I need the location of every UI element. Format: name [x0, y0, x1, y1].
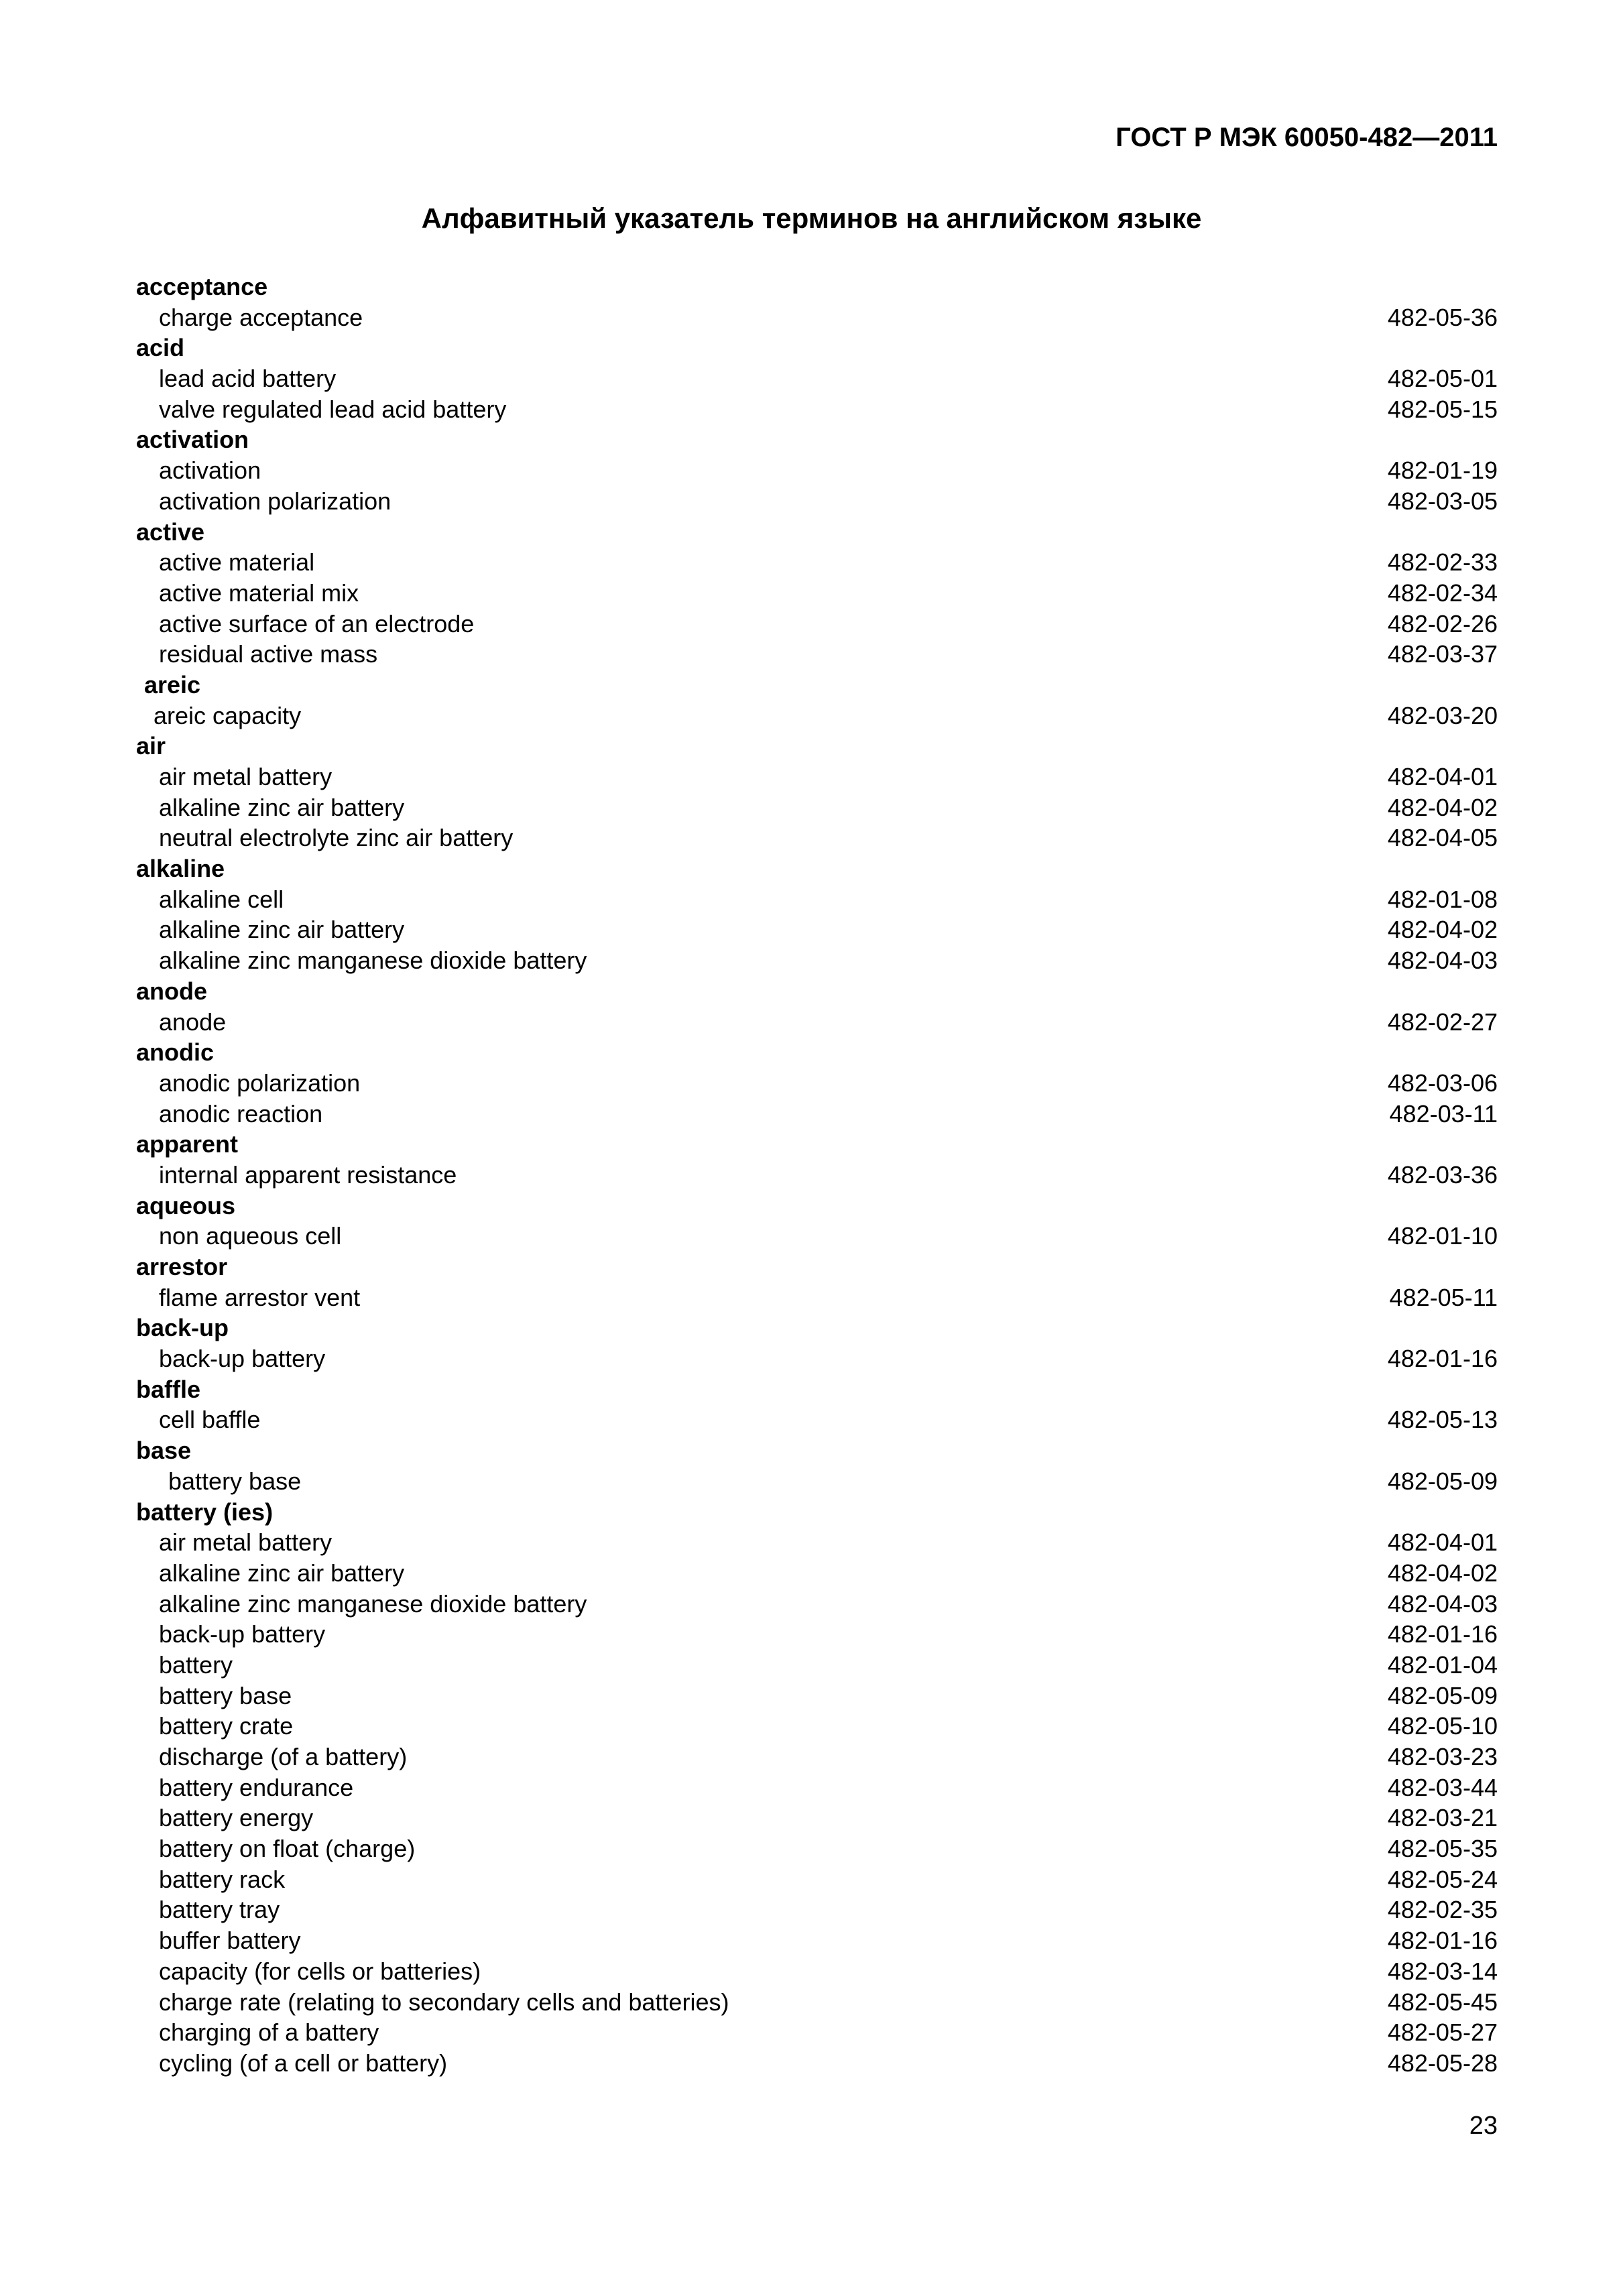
index-term-row	[136, 2048, 1498, 2079]
index-term-row	[136, 1987, 1498, 2018]
group-keyword: anode	[136, 977, 208, 1005]
term-reference-code: 482-03-21	[1387, 1804, 1498, 1832]
term-label: buffer battery	[159, 1927, 301, 1955]
standard-code-header: ГОСТ Р МЭК 60050-482—2011	[1116, 123, 1498, 152]
term-label: battery on float (charge)	[159, 1835, 416, 1863]
term-label: cell baffle	[159, 1406, 261, 1434]
term-index-list	[136, 271, 1498, 2079]
group-keyword: battery (ies)	[136, 1498, 274, 1526]
term-label: battery	[159, 1650, 233, 1679]
term-label: residual active mass	[159, 640, 378, 668]
index-term-row	[136, 1282, 1498, 1313]
index-term-row	[136, 1007, 1498, 1038]
term-reference-code: 482-03-44	[1387, 1773, 1498, 1801]
term-label: non aqueous cell	[159, 1222, 342, 1250]
group-keyword: alkaline	[136, 855, 225, 883]
term-reference-code: 482-05-45	[1387, 1988, 1498, 2016]
group-keyword: acid	[136, 334, 185, 362]
term-reference-code: 482-05-28	[1387, 2049, 1498, 2077]
index-term-row	[136, 1619, 1498, 1650]
term-reference-code: 482-04-02	[1387, 793, 1498, 821]
group-keyword: acceptance	[136, 273, 268, 300]
index-term-row	[136, 1527, 1498, 1558]
term-reference-code: 482-05-35	[1387, 1835, 1498, 1863]
term-label: lead acid battery	[159, 365, 337, 393]
term-reference-code: 482-01-16	[1387, 1345, 1498, 1373]
term-label: activation	[159, 457, 261, 485]
group-keyword: active	[136, 518, 205, 546]
term-reference-code: 482-05-27	[1387, 2018, 1498, 2047]
index-group-heading	[136, 1313, 1498, 1343]
term-reference-code: 482-03-06	[1387, 1069, 1498, 1097]
group-keyword: areic	[144, 670, 201, 699]
index-term-row	[136, 1772, 1498, 1803]
index-term-row	[136, 547, 1498, 578]
index-term-row	[136, 1558, 1498, 1589]
term-reference-code: 482-04-02	[1387, 1559, 1498, 1587]
index-group-heading	[136, 1037, 1498, 1068]
group-keyword: back-up	[136, 1314, 229, 1342]
term-label: battery endurance	[159, 1773, 354, 1801]
index-group-heading	[136, 853, 1498, 884]
index-term-row	[136, 578, 1498, 609]
group-keyword: activation	[136, 426, 249, 454]
term-label: alkaline zinc air battery	[159, 916, 405, 944]
term-label: anode	[159, 1008, 227, 1036]
index-group-heading	[136, 1191, 1498, 1221]
index-group-heading	[136, 976, 1498, 1007]
term-label: alkaline zinc manganese dioxide battery	[159, 1589, 587, 1618]
group-keyword: anodic	[136, 1038, 215, 1067]
index-term-row	[136, 701, 1498, 731]
index-term-row	[136, 1956, 1498, 1987]
index-term-row	[136, 1925, 1498, 1956]
term-label: alkaline zinc air battery	[159, 1559, 405, 1587]
index-group-heading	[136, 271, 1498, 302]
term-reference-code: 482-04-01	[1387, 763, 1498, 790]
term-label: valve regulated lead acid battery	[159, 395, 507, 423]
term-reference-code: 482-04-01	[1387, 1528, 1498, 1557]
index-term-row	[136, 302, 1498, 333]
index-term-row	[136, 914, 1498, 945]
term-label: charge acceptance	[159, 303, 363, 331]
term-reference-code: 482-03-14	[1387, 1957, 1498, 1985]
index-term-row	[136, 1803, 1498, 1833]
term-reference-code: 482-02-34	[1387, 579, 1498, 607]
index-term-row	[136, 639, 1498, 670]
index-term-row	[136, 1221, 1498, 1252]
index-term-row	[136, 609, 1498, 640]
term-reference-code: 482-02-27	[1387, 1008, 1498, 1036]
index-term-row	[136, 884, 1498, 915]
term-label: activation polarization	[159, 487, 392, 515]
index-group-heading	[136, 333, 1498, 363]
index-term-row	[136, 1160, 1498, 1191]
term-reference-code: 482-01-16	[1387, 1927, 1498, 1955]
index-term-row	[136, 363, 1498, 394]
term-label: battery base	[159, 1681, 292, 1709]
term-label: back-up battery	[159, 1345, 326, 1373]
index-term-row	[136, 762, 1498, 792]
group-keyword: apparent	[136, 1130, 239, 1158]
page-number: 23	[1469, 2112, 1498, 2140]
term-reference-code: 482-05-09	[1387, 1681, 1498, 1709]
term-reference-code: 482-02-26	[1387, 609, 1498, 638]
index-term-row	[136, 1068, 1498, 1099]
term-label: anodic reaction	[159, 1099, 323, 1128]
term-reference-code: 482-03-11	[1389, 1099, 1498, 1128]
index-group-heading	[136, 1252, 1498, 1282]
term-reference-code: 482-01-04	[1387, 1650, 1498, 1679]
term-label: battery rack	[159, 1865, 286, 1893]
term-reference-code: 482-05-13	[1387, 1406, 1498, 1434]
index-term-row	[136, 792, 1498, 823]
term-reference-code: 482-03-36	[1387, 1160, 1498, 1189]
index-group-heading	[136, 1497, 1498, 1528]
index-term-row	[136, 1681, 1498, 1711]
term-label: discharge (of a battery)	[159, 1743, 408, 1770]
index-term-row	[136, 945, 1498, 976]
term-reference-code: 482-01-16	[1387, 1620, 1498, 1648]
term-reference-code: 482-02-33	[1387, 548, 1498, 577]
index-title: Алфавитный указатель терминов на английском языке	[421, 202, 1202, 234]
term-reference-code: 482-03-23	[1387, 1743, 1498, 1770]
index-group-heading	[136, 670, 1498, 701]
group-keyword: arrestor	[136, 1253, 228, 1280]
group-keyword: base	[136, 1437, 192, 1465]
term-label: capacity (for cells or batteries)	[159, 1957, 481, 1985]
index-term-row	[136, 1404, 1498, 1435]
term-reference-code: 482-01-08	[1387, 885, 1498, 913]
index-group-heading	[136, 424, 1498, 455]
term-label: battery crate	[159, 1712, 294, 1740]
term-reference-code: 482-04-03	[1387, 947, 1498, 975]
index-term-row	[136, 394, 1498, 425]
term-reference-code: 482-01-19	[1387, 457, 1498, 485]
group-keyword: air	[136, 732, 166, 760]
index-group-heading	[136, 517, 1498, 548]
index-group-heading	[136, 1374, 1498, 1405]
index-group-heading	[136, 731, 1498, 762]
group-keyword: baffle	[136, 1375, 201, 1403]
term-reference-code: 482-05-09	[1387, 1467, 1498, 1495]
term-reference-code: 482-05-15	[1387, 395, 1498, 423]
index-group-heading	[136, 1129, 1498, 1160]
term-reference-code: 482-05-10	[1387, 1712, 1498, 1740]
term-label: neutral electrolyte zinc air battery	[159, 824, 514, 852]
index-term-row	[136, 1589, 1498, 1620]
term-label: active material	[159, 548, 315, 577]
term-label: battery energy	[159, 1804, 314, 1832]
term-reference-code: 482-05-24	[1387, 1865, 1498, 1893]
index-term-row	[136, 823, 1498, 853]
group-keyword: aqueous	[136, 1191, 236, 1219]
index-term-row	[136, 1099, 1498, 1130]
term-label: air metal battery	[159, 763, 333, 790]
term-label: charge rate (relating to secondary cells and batteries)	[159, 1988, 729, 2016]
term-reference-code: 482-04-02	[1387, 916, 1498, 944]
term-label: flame arrestor vent	[159, 1283, 361, 1311]
term-label: air metal battery	[159, 1528, 333, 1557]
index-term-row	[136, 2017, 1498, 2048]
term-reference-code: 482-03-05	[1387, 487, 1498, 515]
term-label: back-up battery	[159, 1620, 326, 1648]
term-label: cycling (of a cell or battery)	[159, 2049, 448, 2077]
term-reference-code: 482-05-11	[1389, 1283, 1498, 1311]
term-label: anodic polarization	[159, 1069, 361, 1097]
term-label: charging of a battery	[159, 2018, 379, 2047]
term-reference-code: 482-02-35	[1387, 1896, 1498, 1924]
index-term-row	[136, 486, 1498, 517]
index-term-row	[136, 455, 1498, 486]
term-label: battery tray	[159, 1896, 280, 1924]
index-term-row	[136, 1864, 1498, 1895]
index-term-row	[136, 1343, 1498, 1374]
term-label: internal apparent resistance	[159, 1160, 457, 1189]
index-term-row	[136, 1894, 1498, 1925]
term-label: alkaline zinc manganese dioxide battery	[159, 947, 587, 975]
term-label: alkaline cell	[159, 885, 284, 913]
term-reference-code: 482-04-05	[1387, 824, 1498, 852]
term-reference-code: 482-03-20	[1387, 701, 1498, 729]
index-term-row	[136, 1742, 1498, 1772]
term-reference-code: 482-04-03	[1387, 1589, 1498, 1618]
term-reference-code: 482-01-10	[1387, 1222, 1498, 1250]
term-label: alkaline zinc air battery	[159, 793, 405, 821]
term-reference-code: 482-05-01	[1387, 365, 1498, 393]
index-term-row	[136, 1711, 1498, 1742]
term-label: active surface of an electrode	[159, 609, 475, 638]
index-term-row	[136, 1650, 1498, 1681]
index-group-heading	[136, 1435, 1498, 1466]
term-label: areic capacity	[154, 701, 302, 729]
index-term-row	[136, 1833, 1498, 1864]
term-label: active material mix	[159, 579, 359, 607]
term-label: battery base	[168, 1467, 302, 1495]
index-term-row	[136, 1466, 1498, 1497]
term-reference-code: 482-05-36	[1387, 303, 1498, 331]
term-reference-code: 482-03-37	[1387, 640, 1498, 668]
